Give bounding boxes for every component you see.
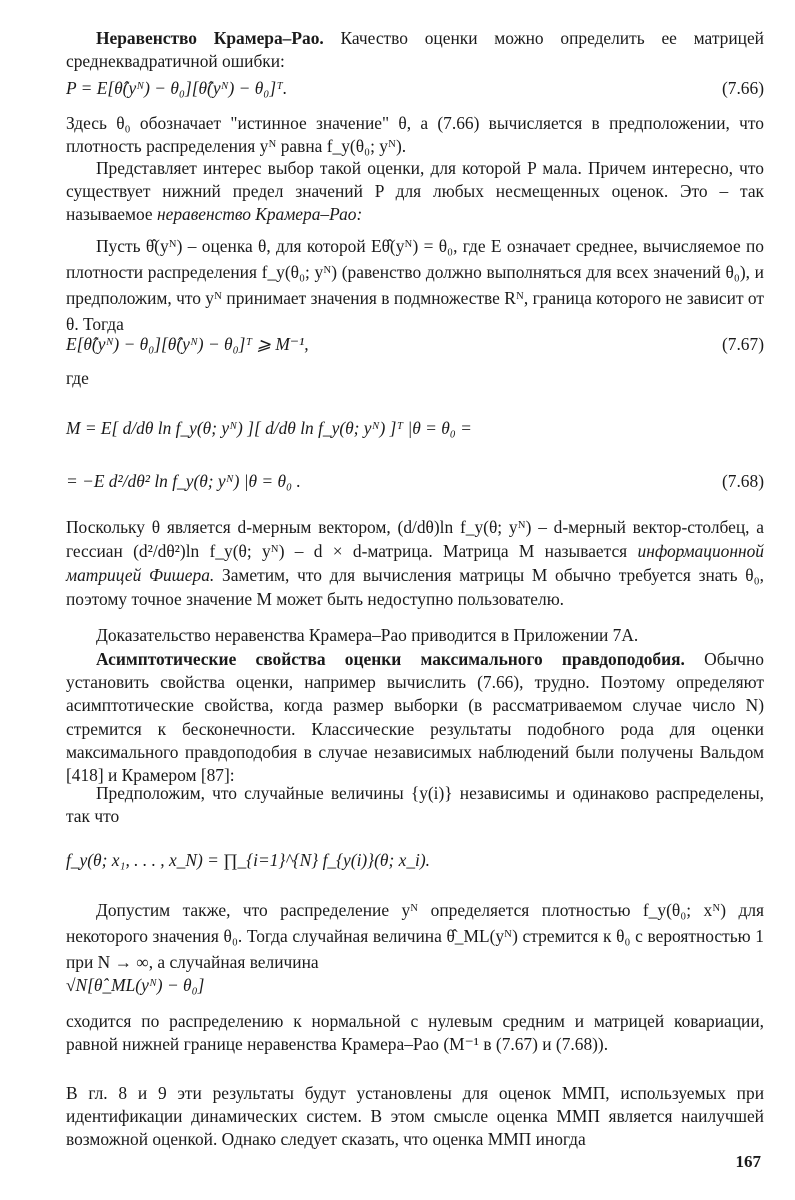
equation-sqrt-n [66, 974, 764, 1000]
paragraph-text: Обычно установить свойства оценки, например вычислить (7.66), трудно. Поэтому определяют асимптотические свойства, когда размер выборки (в рассматриваемом случае число N) стремится к бесконечности. Классические результаты подобного рода для оценки максимального правдоподобия в случае независимых наблюдений были получены Вальдом [418] и Крамером [87]: [66, 649, 764, 786]
equation-formula: √N[θ̂_ML(yᴺ) − θ₀] [66, 975, 205, 995]
paragraph-text: Пусть θ̂(yᴺ) – оценка θ, для которой Eθ̂(yᴺ) = θ₀, где E означает среднее, вычисляемое по плотности распределения f_y(θ₀; yᴺ) (равенство должно выполняться для всех значений θ₀), и предположим, что yᴺ принимает значения в подмножестве Rᴺ, граница которого не зависит от θ. Тогда [66, 236, 764, 334]
page-number: 167 [735, 1152, 761, 1171]
paragraph-text: Здесь θ₀ обозначает "истинное значение" θ, а (7.66) вычисляется в предположении, что плотность распределения yᴺ равна f_y(θ₀; yᴺ). [66, 113, 764, 157]
equation-number: (7.67) [721, 334, 764, 354]
theorem-statement [66, 233, 764, 337]
paragraph-text: Предположим, что случайные величины {y(i)} независимы и одинаково распределены, так что [66, 783, 764, 827]
equation-formula: P = E[θ̂(yᴺ) − θ₀][θ̂(yᴺ) − θ₀]ᵀ. [66, 78, 288, 98]
paragraph-cramer-rao-intro [66, 27, 764, 73]
equation-formula: f_y(θ; x₁, . . . , x_N) = ∏_{i=1}^{N} f_{y(i)}(θ; x_i). [66, 850, 430, 870]
paragraph-text: Качество оценки можно определить ее матрицей среднеквадратичной ошибки: [66, 28, 764, 72]
equation-7-68-line2 [66, 460, 764, 510]
equation-product [66, 835, 764, 885]
where-text: где [66, 368, 89, 388]
term-fisher-information-matrix: информационной матрицей Фишера. [66, 541, 764, 585]
paragraph-text: Допустим также, что распределение yᴺ определяется плотностью f_y(θ₀; xᴺ) для некоторого значения θ₀. Тогда случайная величина θ̂_ML(yᴺ) стремится к θ₀ с вероятностью 1 при N → ∞, а случайная величина [66, 900, 764, 972]
equation-number: (7.68) [721, 471, 764, 491]
equation-formula: M = E[ d/dθ ln f_y(θ; yᴺ) ][ d/dθ ln f_y(θ; yᴺ) ]ᵀ |θ = θ₀ = [66, 418, 472, 438]
paragraph-consistency [66, 897, 764, 975]
section-heading-cramer-rao: Неравенство Крамера–Рао. [96, 28, 324, 48]
paragraph-true-value [66, 112, 764, 158]
paragraph-text: Поскольку θ является d-мерным вектором, (d/dθ)ln f_y(θ; yᴺ) – d-мерный вектор-столбец, а гессиан (d²/dθ²)ln f_y(θ; yᴺ) – d × d-матрица. Матрица M называется [66, 517, 764, 561]
paragraph-text: Заметим, что для вычисления матрицы M обычно требуется знать θ₀, поэтому точное значение M может быть недоступно пользователю. [66, 565, 764, 609]
paragraph-proof-reference [66, 624, 764, 647]
term-cramer-rao-inequality: неравенство Крамера–Рао: [157, 204, 363, 225]
equation-formula: E[θ̂(yᴺ) − θ₀][θ̂(yᴺ) − θ₀]ᵀ ⩾ M⁻¹, [66, 334, 309, 354]
equation-7-68-line1 [66, 405, 764, 455]
theorem-iid [66, 782, 764, 828]
paragraph-fisher-matrix [66, 515, 764, 611]
paragraph-chapters [66, 1082, 764, 1152]
paragraph-text: В гл. 8 и 9 эти результаты будут установлены для оценок ММП, используемых при идентификации динамических систем. В этом смысле оценка ММП является наилучшей возможной оценкой. Однако следует сказать, что оценка ММП иногда [66, 1083, 764, 1150]
paragraph-text: Представляет интерес выбор такой оценки, для которой P мала. Причем интересно, что существует нижний предел значений P для любых несмещенных оценок. Это – так называемое [66, 158, 764, 225]
paragraph-lower-bound [66, 157, 764, 227]
paragraph-asymptotic [66, 648, 764, 787]
section-heading-asymptotic: Асимптотические свойства оценки максимального правдоподобия. [96, 649, 685, 669]
equation-number: (7.66) [721, 78, 764, 98]
paragraph-text: сходится по распределению к нормальной с нулевым средним и матрицей ковариации, равной нижней границе неравенства Крамера–Рао (M⁻¹ в (7.67) и (7.68)). [66, 1011, 764, 1055]
paragraph-convergence [66, 1010, 764, 1056]
equation-7-66 [66, 77, 764, 103]
paragraph-text: Доказательство неравенства Крамера–Рао приводится в Приложении 7А. [96, 625, 639, 645]
where-label [66, 367, 764, 390]
equation-7-67 [66, 333, 764, 359]
equation-formula: = −E d²/dθ² ln f_y(θ; yᴺ) |θ = θ₀ . [66, 471, 301, 491]
